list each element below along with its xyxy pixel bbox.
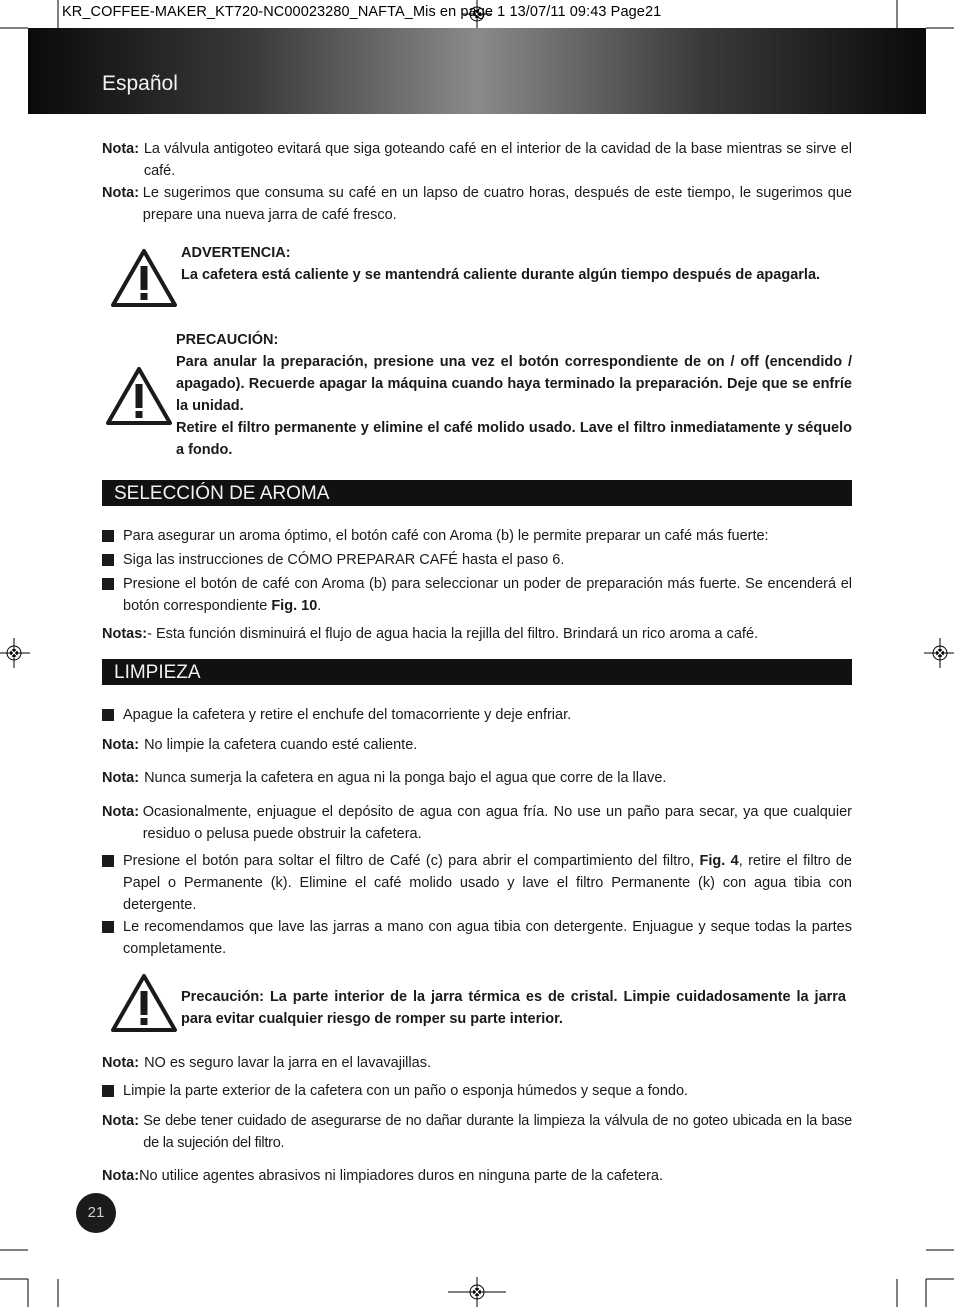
list-item [102,549,852,573]
note-label: Nota: [102,1113,140,1129]
list-item-text: Limpie la parte exterior de la cafetera con un paño o esponja húmedos y seque a fondo. [123,1083,689,1099]
note-label: Notas: [102,626,148,642]
bullet-icon [102,916,123,960]
list-item [102,573,852,617]
list-item-text [123,573,852,617]
list-item [102,1080,852,1104]
note-text: - Esta función disminuirá el flujo de agua hacia la rejilla del filtro. Brindará un rico aroma a café. [147,626,759,642]
list-item-text: Para asegurar un aroma óptimo, el botón café con Aroma (b) le permite preparar un café más fuerte: [123,528,769,544]
note-item [102,767,852,789]
caution-text-1: Para anular la preparación, presione una vez el botón correspondiente de on / off (encendido / apagado). Recuerde apagar la máquina cuando haya terminado la preparación. Deje que se enfríe la unidad. [176,354,852,414]
list-item [102,916,852,960]
list-item-text: Siga las instrucciones de CÓMO PREPARAR CAFÉ hasta el paso 6. [123,552,565,568]
section-heading-aroma [102,480,852,506]
section-heading-cleaning [102,659,852,685]
note-label: Nota: [102,804,140,820]
note-label: Nota: [102,770,140,786]
list-item-text: Apague la cafetera y retire el enchufe del tomacorriente y deje enfriar. [123,707,572,723]
bullet-icon [102,704,123,728]
cleaning-content-2 [102,1052,852,1187]
note-item [102,734,852,756]
header-banner [28,28,926,114]
note-label: Nota: [102,1168,140,1184]
bullet-icon [102,549,123,573]
figure-reference: Fig. 10 [271,598,318,614]
section-heading-text: SELECCIÓN DE AROMA [114,483,330,504]
language-title: Español [102,72,178,95]
cleaning-content-1 [102,704,852,960]
note-label: Nota: [102,737,140,753]
note-text: Nunca sumerja la cafetera en agua ni la ponga bajo el agua que corre de la llave. [144,770,667,786]
note-item [102,1165,852,1187]
caution-title: PRECAUCIÓN: [176,332,279,348]
bullet-icon [102,1080,123,1104]
list-item-text: Le recomendamos que lave las jarras a mano con agua tibia con detergente. Enjuague y seque todas la partes completamente. [123,919,852,957]
list-item [102,704,852,728]
note-item [102,801,852,845]
list-item [102,850,852,916]
note-item [102,1110,852,1154]
section-heading-text: LIMPIEZA [114,662,201,683]
warning-triangle-icon [110,248,178,308]
note-text: NO es seguro lavar la jarra en el lavavajillas. [144,1055,431,1071]
bullet-icon [102,850,123,916]
glass-caution-triangle-icon [110,973,178,1033]
warning-text: La cafetera está caliente y se mantendrá caliente durante algún tiempo después de apagarla. [181,267,821,283]
note-item [102,182,852,226]
warning-block [181,242,851,286]
registration-mark-right [924,638,954,668]
list-item-text-a: Presione el botón para soltar el filtro de Café (c) para abrir el compartimiento del filtro, [123,853,700,869]
bullet-icon [102,573,123,617]
note-label: Nota: [102,141,140,157]
aroma-content [102,525,852,645]
list-item-text-main: Presione el botón de café con Aroma (b) para seleccionar un poder de preparación más fuerte. Se encenderá el botón correspondiente [123,576,852,614]
list-item-text [123,850,852,916]
note-text: Le sugerimos que consuma su café en un lapso de cuatro horas, después de este tiempo, le sugerimos que prepare una nueva jarra de café fresco. [142,185,852,223]
registration-mark-left [0,638,30,668]
list-item-text-b: , retire el filtro de Papel o Permanente (k). Elimine el café molido usado y lave el filtro Permanente (k) con agua tibia con detergente. [123,853,852,913]
caution-triangle-icon [105,366,173,426]
note-text: No limpie la cafetera cuando esté caliente. [144,737,418,753]
figure-reference: Fig. 4 [699,853,739,869]
bullet-icon [102,525,123,549]
list-item-text-end: . [317,598,322,614]
page-number: 21 [76,1193,116,1233]
warning-title: ADVERTENCIA: [181,245,291,261]
note-text: La válvula antigoteo evitará que siga goteando café en el interior de la cavidad de la base mientras se sirve el café. [143,141,852,179]
note-text: Se debe tener cuidado de asegurarse de no dañar durante la limpieza la válvula de no goteo ubicada en la base de la sujeción del filtro. [143,1113,852,1151]
glass-caution-text: Precaución: La parte interior de la jarra térmica es de cristal. Limpie cuidadosamente la jarra para evitar cualquier riesgo de romper su parte interior. [181,989,846,1027]
note-label: Nota: [102,1055,140,1071]
note-label: Nota: [102,185,140,201]
note-item [102,138,852,182]
intro-notes [102,138,852,226]
note-text: Ocasionalmente, enjuague el depósito de agua con agua fría. No use un paño para secar, ya que cualquier residuo o pelusa puede obstruir la cafetera. [142,804,852,842]
caution-block [176,329,852,461]
note-item [102,1052,852,1074]
list-item [102,525,852,549]
caution-text-2: Retire el filtro permanente y elimine el café molido usado. Lave el filtro inmediatamente y séquelo a fondo. [176,420,852,458]
note-item [102,623,852,645]
print-slug: KR_COFFEE-MAKER_KT720-NC00023280_NAFTA_Mis en page 1 13/07/11 09:43 Page21 [62,4,662,20]
registration-mark-bottom [448,1277,506,1307]
note-text: No utilice agentes abrasivos ni limpiadores duros en ninguna parte de la cafetera. [139,1168,663,1184]
